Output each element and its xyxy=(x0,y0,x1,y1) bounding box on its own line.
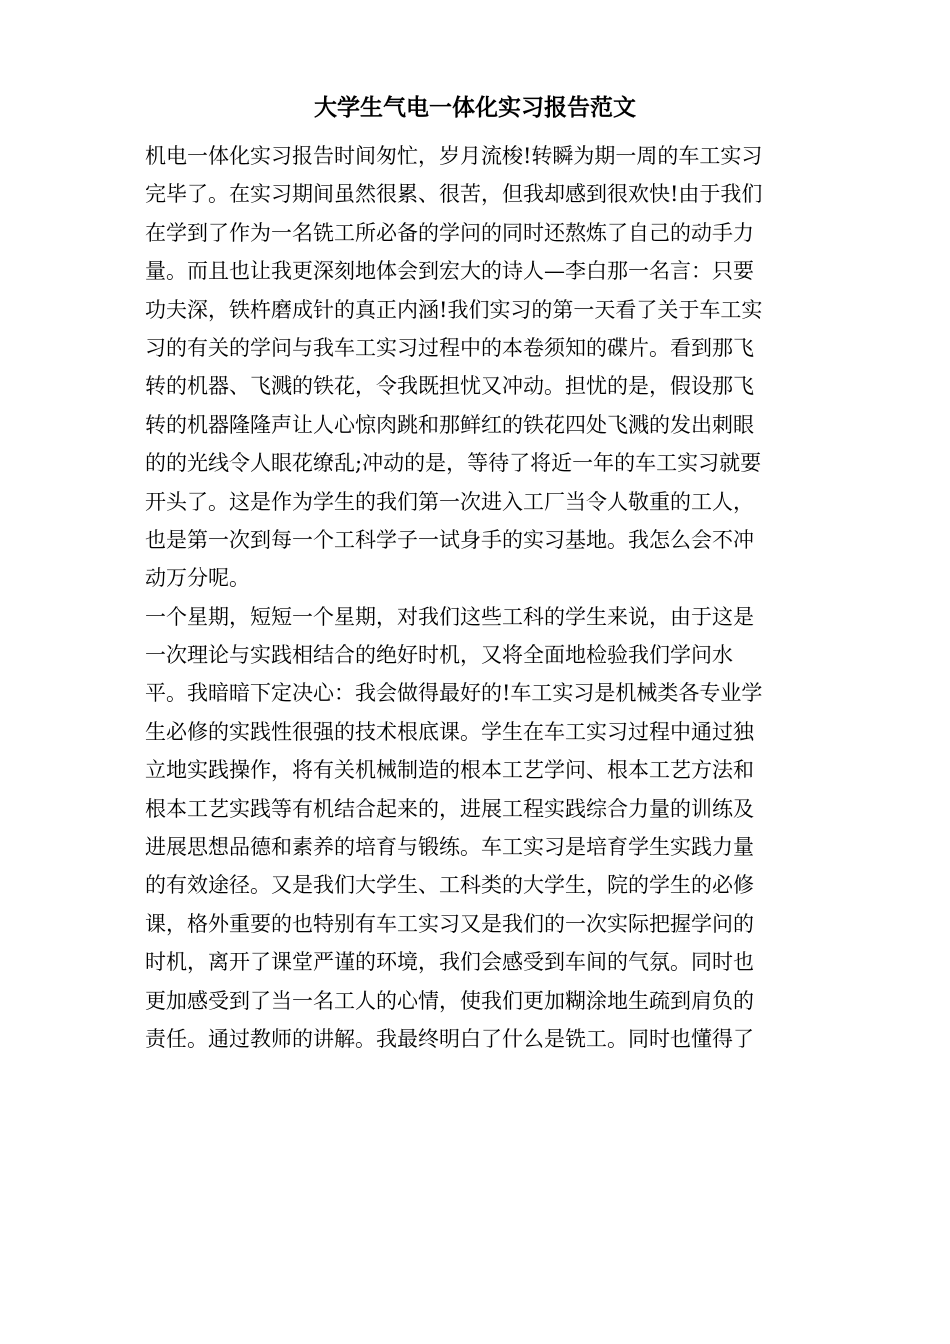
text-line: 的的光线令人眼花缭乱;冲动的是，等待了将近一年的车工实习就要 xyxy=(145,451,762,476)
text-line: 量。而且也让我更深刻地体会到宏大的诗人—李白那一名言：只要 xyxy=(145,259,754,284)
text-line: 的有效途径。又是我们大学生、工科类的大学生，院的学生的必修 xyxy=(145,873,754,898)
text-line: 更加感受到了当一名工人的心情，使我们更加糊涂地生疏到肩负的 xyxy=(145,988,754,1013)
text-line: 平。我暗暗下定决心：我会做得最好的!车工实习是机械类各专业学 xyxy=(145,681,763,706)
text-line: 时机，离开了课堂严谨的环境，我们会感受到车间的气氛。同时也 xyxy=(145,950,754,975)
text-line: 课，格外重要的也特别有车工实习又是我们的一次实际把握学问的 xyxy=(145,911,754,936)
text-line: 根本工艺实践等有机结合起来的，进展工程实践综合力量的训练及 xyxy=(145,796,754,821)
text-line: 转的机器、飞溅的铁花，令我既担忧又冲动。担忧的是，假设那飞 xyxy=(145,374,754,399)
text-line: 开头了。这是作为学生的我们第一次进入工厂当令人敬重的工人， xyxy=(145,489,754,514)
text-line: 一个星期，短短一个星期，对我们这些工科的学生来说，由于这是 xyxy=(145,604,754,629)
text-line: 功夫深，铁杵磨成针的真正内涵!我们实习的第一天看了关于车工实 xyxy=(145,297,763,322)
text-line: 进展思想品德和素养的培育与锻练。车工实习是培育学生实践力量 xyxy=(145,835,754,860)
text-line: 动万分呢。 xyxy=(145,566,250,591)
document-title: 大学生气电一体化实习报告范文 xyxy=(314,94,636,121)
text-line: 转的机器隆隆声让人心惊肉跳和那鲜红的铁花四处飞溅的发出刺眼 xyxy=(145,412,754,437)
document-body xyxy=(145,137,805,1058)
text-line: 也是第一次到每一个工科学子一试身手的实习基地。我怎么会不冲 xyxy=(145,527,754,552)
text-line: 习的有关的学问与我车工实习过程中的本卷须知的碟片。看到那飞 xyxy=(145,335,754,360)
text-line: 立地实践操作，将有关机械制造的根本工艺学问、根本工艺方法和 xyxy=(145,758,754,783)
text-line: 机电一体化实习报告时间匆忙，岁月流梭!转瞬为期一周的车工实习 xyxy=(145,144,763,168)
text-line: 在学到了作为一名铣工所必备的学问的同时还熬炼了自己的动手力 xyxy=(145,220,754,245)
text-line: 一次理论与实践相结合的绝好时机，又将全面地检验我们学问水 xyxy=(145,643,733,668)
text-line: 责任。通过教师的讲解。我最终明白了什么是铣工。同时也懂得了 xyxy=(145,1026,754,1051)
text-line: 完毕了。在实习期间虽然很累、很苦，但我却感到很欢快!由于我们 xyxy=(145,182,763,207)
text-line: 生必修的实践性很强的技术根底课。学生在车工实习过程中通过独 xyxy=(145,719,754,744)
